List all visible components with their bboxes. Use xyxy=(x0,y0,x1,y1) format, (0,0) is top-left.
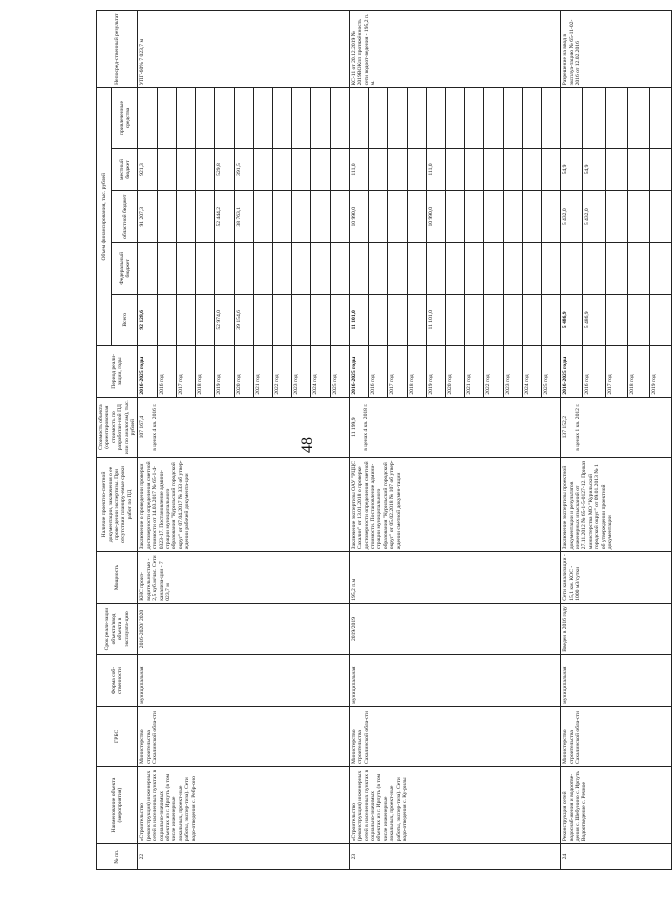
regional-cell xyxy=(157,191,176,243)
cost-note: в ценах 4 кв. 2018 г. xyxy=(363,403,370,451)
private-cell xyxy=(465,88,484,148)
total-cell: 5 486,9 xyxy=(561,294,583,346)
private-cell xyxy=(503,88,522,148)
federal-cell xyxy=(465,243,484,295)
regional-cell xyxy=(503,191,522,243)
total-cell: 11 101,0 xyxy=(426,294,445,346)
header-capacity: Мощность xyxy=(97,552,138,604)
local-cell xyxy=(484,148,503,191)
total-cell xyxy=(649,294,671,346)
object-name: «Строительство (реконструкция) инженерных сетей в населенных пунктах в социально-значимых объектах из г. Ирпуть (в том числе инженерные локальных, проект-ные работы, экспер-тиза). Сети водо-отведения с. Ребр-оно xyxy=(138,766,349,843)
cost-value: 11 199,9 xyxy=(350,417,357,437)
period-cell: 2017 год xyxy=(176,346,195,398)
grbs-cell: Министерство строительства Сахалинской обла-сти xyxy=(138,706,349,766)
local-cell xyxy=(311,148,330,191)
federal-cell xyxy=(292,243,311,295)
local-cell xyxy=(407,148,426,191)
header-total: Всего xyxy=(112,294,138,346)
local-cell xyxy=(292,148,311,191)
private-cell xyxy=(349,88,368,148)
object-name: Реконструкция сетей водоснаб-жения и водоотве-дения с. Шебунино с. Ирпуть Водоотведение с. Речное xyxy=(561,766,672,843)
header-funding: Объем финансирования, тыс. рублей xyxy=(97,88,112,346)
federal-cell xyxy=(407,243,426,295)
regional-cell: 5 432,0 xyxy=(583,191,605,243)
private-cell xyxy=(445,88,464,148)
table-row xyxy=(561,11,583,870)
period-cell: 2016-2025 годы xyxy=(138,346,157,398)
total-cell xyxy=(542,294,561,346)
private-cell xyxy=(649,88,671,148)
regional-cell xyxy=(445,191,464,243)
local-cell xyxy=(196,148,215,191)
regional-cell xyxy=(176,191,195,243)
header-cost: Стоимость объекта (ориентировочная стоимость по разработан-ной ПД или по аналогам), тыс. рублей xyxy=(97,397,138,457)
header-grbs: ГРБС xyxy=(97,706,138,766)
period-cell: 2025 год xyxy=(542,346,561,398)
federal-cell xyxy=(234,243,253,295)
private-cell xyxy=(484,88,503,148)
period-cell: 2022 год xyxy=(272,346,291,398)
period-cell: 2020 год xyxy=(234,346,253,398)
federal-cell xyxy=(253,243,272,295)
table-body xyxy=(138,11,672,870)
header-row-1 xyxy=(97,11,112,870)
header-docs: Наличие проектно-сметной документации, заключения о ее прове-дении экспертизы. При отсутствии планиру-емые сроки работ по ПД xyxy=(97,457,138,551)
regional-cell: 91 207,3 xyxy=(138,191,157,243)
federal-cell xyxy=(522,243,541,295)
header-result: Непосред-ственный результат xyxy=(97,11,138,88)
total-cell xyxy=(196,294,215,346)
total-cell: 11 101,0 xyxy=(349,294,368,346)
total-cell xyxy=(388,294,407,346)
federal-cell xyxy=(349,243,368,295)
row-number: 23 xyxy=(349,844,560,870)
private-cell xyxy=(176,88,195,148)
period-cell: 2017 год xyxy=(388,346,407,398)
local-cell xyxy=(157,148,176,191)
cost-note: в ценах 4 кв. 2016 г. xyxy=(151,403,158,451)
total-cell: 52 974,0 xyxy=(215,294,234,346)
private-cell xyxy=(138,88,157,148)
period-cell: 2021 год xyxy=(253,346,272,398)
private-cell xyxy=(311,88,330,148)
federal-cell xyxy=(583,243,605,295)
header-ownership: Форма соб-ственности xyxy=(97,655,138,707)
period-cell: 2021 год xyxy=(465,346,484,398)
period-cell: 2023 год xyxy=(503,346,522,398)
private-cell xyxy=(583,88,605,148)
row-number: 22 xyxy=(138,844,349,870)
federal-cell xyxy=(196,243,215,295)
private-cell xyxy=(234,88,253,148)
total-cell xyxy=(253,294,272,346)
period-cell: 2018 год xyxy=(407,346,426,398)
result-cell: КС-11 от 20.12.2019 № 2019ВОКпп протяжённость сети водоот-ведения - 195,2 п. м. xyxy=(349,11,560,88)
private-cell xyxy=(272,88,291,148)
local-cell xyxy=(272,148,291,191)
ownership-cell: муниципальная xyxy=(349,655,560,707)
total-cell xyxy=(176,294,195,346)
local-cell xyxy=(627,148,649,191)
docs-cell: Заключение экспертизы проектной документации и результатов инженерных изысканий от 27.11.2012 № 65-1-5-0127-12. Приказ министерства МО "Курильский городской округ" от 09.01.2013 № 1 об утверждении проектной документации xyxy=(561,457,672,551)
total-cell xyxy=(311,294,330,346)
period-cell: 2024 год xyxy=(522,346,541,398)
period-cell: 2017 год xyxy=(605,346,627,398)
local-cell xyxy=(369,148,388,191)
header-local: местный бюджет xyxy=(112,148,138,191)
period-cell: 2016-2025 годы xyxy=(349,346,368,398)
federal-cell xyxy=(542,243,561,295)
ownership-cell: муниципальная xyxy=(138,655,349,707)
total-cell xyxy=(330,294,349,346)
total-cell: 92 128,6 xyxy=(138,294,157,346)
total-cell xyxy=(407,294,426,346)
private-cell xyxy=(605,88,627,148)
regional-cell: 38 763,1 xyxy=(234,191,253,243)
private-cell xyxy=(330,88,349,148)
row-number: 24 xyxy=(561,844,672,870)
private-cell xyxy=(369,88,388,148)
local-cell xyxy=(253,148,272,191)
capacity-cell: 195,2 п.м xyxy=(349,552,560,604)
period-cell: 2024 год xyxy=(311,346,330,398)
regional-cell xyxy=(484,191,503,243)
regional-cell xyxy=(388,191,407,243)
period-cell: 2016-2025 годы xyxy=(561,346,583,398)
regional-cell xyxy=(605,191,627,243)
federal-cell xyxy=(503,243,522,295)
federal-cell xyxy=(369,243,388,295)
period-cell: 2023 год xyxy=(292,346,311,398)
private-cell xyxy=(426,88,445,148)
local-cell: 54,9 xyxy=(583,148,605,191)
docs-cell: Заключение экспертизы ОАУ "РЦЦС Сахалин" от 13.01.2018 о проверке достоверности определения сметной стоимости. Постановление админи-страции муниципального образования "Курильский городской округ" от 05.02.2018 № 107 об утвер-ждении сметной докумен-тации xyxy=(349,457,560,551)
regional-cell xyxy=(649,191,671,243)
local-cell: 391,5 xyxy=(234,148,253,191)
total-cell xyxy=(465,294,484,346)
private-cell xyxy=(522,88,541,148)
period-cell: 2019 год xyxy=(649,346,671,398)
regional-cell: 10 990,0 xyxy=(349,191,368,243)
private-cell xyxy=(196,88,215,148)
regional-cell xyxy=(369,191,388,243)
term-cell: 2016-2020/ 2020 xyxy=(138,603,349,655)
table-row xyxy=(138,11,157,870)
federal-cell xyxy=(388,243,407,295)
period-cell: 2019 год xyxy=(426,346,445,398)
header-no: № пп. xyxy=(97,844,138,870)
federal-cell xyxy=(605,243,627,295)
regional-cell xyxy=(272,191,291,243)
private-cell xyxy=(215,88,234,148)
local-cell: 54,9 xyxy=(561,148,583,191)
regional-cell: 10 990,0 xyxy=(426,191,445,243)
total-cell xyxy=(503,294,522,346)
private-cell xyxy=(388,88,407,148)
period-cell: 2016 год xyxy=(369,346,388,398)
term-cell: Введен в 2016 году xyxy=(561,603,672,655)
page-number: 48 xyxy=(299,437,316,453)
local-cell xyxy=(522,148,541,191)
total-cell xyxy=(272,294,291,346)
result-cell: УПГ-60% 7 023,7 м xyxy=(138,11,349,88)
regional-cell: 5 432,0 xyxy=(561,191,583,243)
regional-cell: 52 444,2 xyxy=(215,191,234,243)
header-federal: Федеральный бюджет xyxy=(112,243,138,295)
local-cell xyxy=(176,148,195,191)
document-sheet xyxy=(96,10,656,870)
cost-cell xyxy=(138,397,349,457)
ownership-cell: муниципальная xyxy=(561,655,672,707)
regional-cell xyxy=(196,191,215,243)
federal-cell xyxy=(484,243,503,295)
period-cell: 2025 год xyxy=(330,346,349,398)
regional-cell xyxy=(522,191,541,243)
federal-cell xyxy=(445,243,464,295)
private-cell xyxy=(561,88,583,148)
result-cell: Разрешение на ввод в эксплуа-тацию № 65-11-02-2016 от 12.02.2016 xyxy=(561,11,672,88)
objects-table xyxy=(96,10,672,870)
header-private: привлеченные средства xyxy=(112,88,138,148)
regional-cell xyxy=(253,191,272,243)
docs-cell: Заключение о проведении проверки достоверности определения сметной стоимости от 14.03.2017 № 65-1-4-0323-17. Постановление админи-страции муниципального образования "Курильский городской округ" от 07.04.2017 № 333 об утвер-ждении рабочей документа-ции xyxy=(138,457,349,551)
private-cell xyxy=(292,88,311,148)
cost-note: в ценах 1 кв. 2012 г. xyxy=(574,403,581,451)
local-cell: 111,0 xyxy=(349,148,368,191)
private-cell xyxy=(157,88,176,148)
period-cell: 2016 год xyxy=(157,346,176,398)
header-regional: областной бюджет xyxy=(112,191,138,243)
total-cell xyxy=(292,294,311,346)
local-cell xyxy=(649,148,671,191)
total-cell xyxy=(605,294,627,346)
period-cell: 2018 год xyxy=(196,346,215,398)
federal-cell xyxy=(138,243,157,295)
federal-cell xyxy=(330,243,349,295)
cost-value: 107 167,4 xyxy=(139,415,146,439)
local-cell xyxy=(605,148,627,191)
regional-cell xyxy=(627,191,649,243)
regional-cell xyxy=(542,191,561,243)
cost-cell xyxy=(349,397,560,457)
regional-cell xyxy=(311,191,330,243)
regional-cell xyxy=(330,191,349,243)
header-term: Срок реали-зации объекта/ввод объекта в эксплуата-цию xyxy=(97,603,138,655)
private-cell xyxy=(407,88,426,148)
local-cell: 529,8 xyxy=(215,148,234,191)
period-cell: 2020 год xyxy=(445,346,464,398)
capacity-cell: КНС произ-водительностью - 2,5 куб.м/час. Сети канализа-ции - 7 023,7 м xyxy=(138,552,349,604)
federal-cell xyxy=(426,243,445,295)
federal-cell xyxy=(176,243,195,295)
total-cell: 39 154,6 xyxy=(234,294,253,346)
table-row xyxy=(349,11,368,870)
cost-cell xyxy=(561,397,672,457)
private-cell xyxy=(542,88,561,148)
total-cell xyxy=(522,294,541,346)
local-cell xyxy=(465,148,484,191)
federal-cell xyxy=(561,243,583,295)
federal-cell xyxy=(215,243,234,295)
total-cell xyxy=(627,294,649,346)
private-cell xyxy=(253,88,272,148)
total-cell xyxy=(445,294,464,346)
period-cell: 2019 год xyxy=(215,346,234,398)
period-cell: 2018 год xyxy=(627,346,649,398)
local-cell xyxy=(445,148,464,191)
local-cell xyxy=(388,148,407,191)
total-cell xyxy=(369,294,388,346)
period-cell: 2016 год xyxy=(583,346,605,398)
term-cell: 2019/2019 xyxy=(349,603,560,655)
federal-cell xyxy=(627,243,649,295)
local-cell xyxy=(330,148,349,191)
total-cell: 5 486,9 xyxy=(583,294,605,346)
grbs-cell: Министерство строительства Сахалинской обла-сти xyxy=(349,706,560,766)
regional-cell xyxy=(407,191,426,243)
header-period: Период реали-зации, годы xyxy=(97,346,138,398)
grbs-cell: Министерство строительства Сахалинской обла-сти xyxy=(561,706,672,766)
local-cell xyxy=(542,148,561,191)
period-cell: 2022 год xyxy=(484,346,503,398)
federal-cell xyxy=(272,243,291,295)
federal-cell xyxy=(649,243,671,295)
regional-cell xyxy=(465,191,484,243)
total-cell xyxy=(484,294,503,346)
private-cell xyxy=(627,88,649,148)
federal-cell xyxy=(311,243,330,295)
regional-cell xyxy=(292,191,311,243)
capacity-cell: Сети канализации - 15,1 км. КОС - 1000 м3/сутки xyxy=(561,552,672,604)
object-name: «Строительство (реконструкция) инженерных сетей в населенных пунктах в социально-значимых объектах из г. Ирпуть (в том числе инженерные локальных, проект-ные работы, экспер-тиза). Сети водо-отведения с. Ку-рилы xyxy=(349,766,560,843)
local-cell xyxy=(503,148,522,191)
local-cell: 111,0 xyxy=(426,148,445,191)
cost-value: 137 152,2 xyxy=(562,415,569,439)
header-name: Наименование объекта (мероприятия) xyxy=(97,766,138,843)
local-cell: 921,3 xyxy=(138,148,157,191)
total-cell xyxy=(157,294,176,346)
federal-cell xyxy=(157,243,176,295)
